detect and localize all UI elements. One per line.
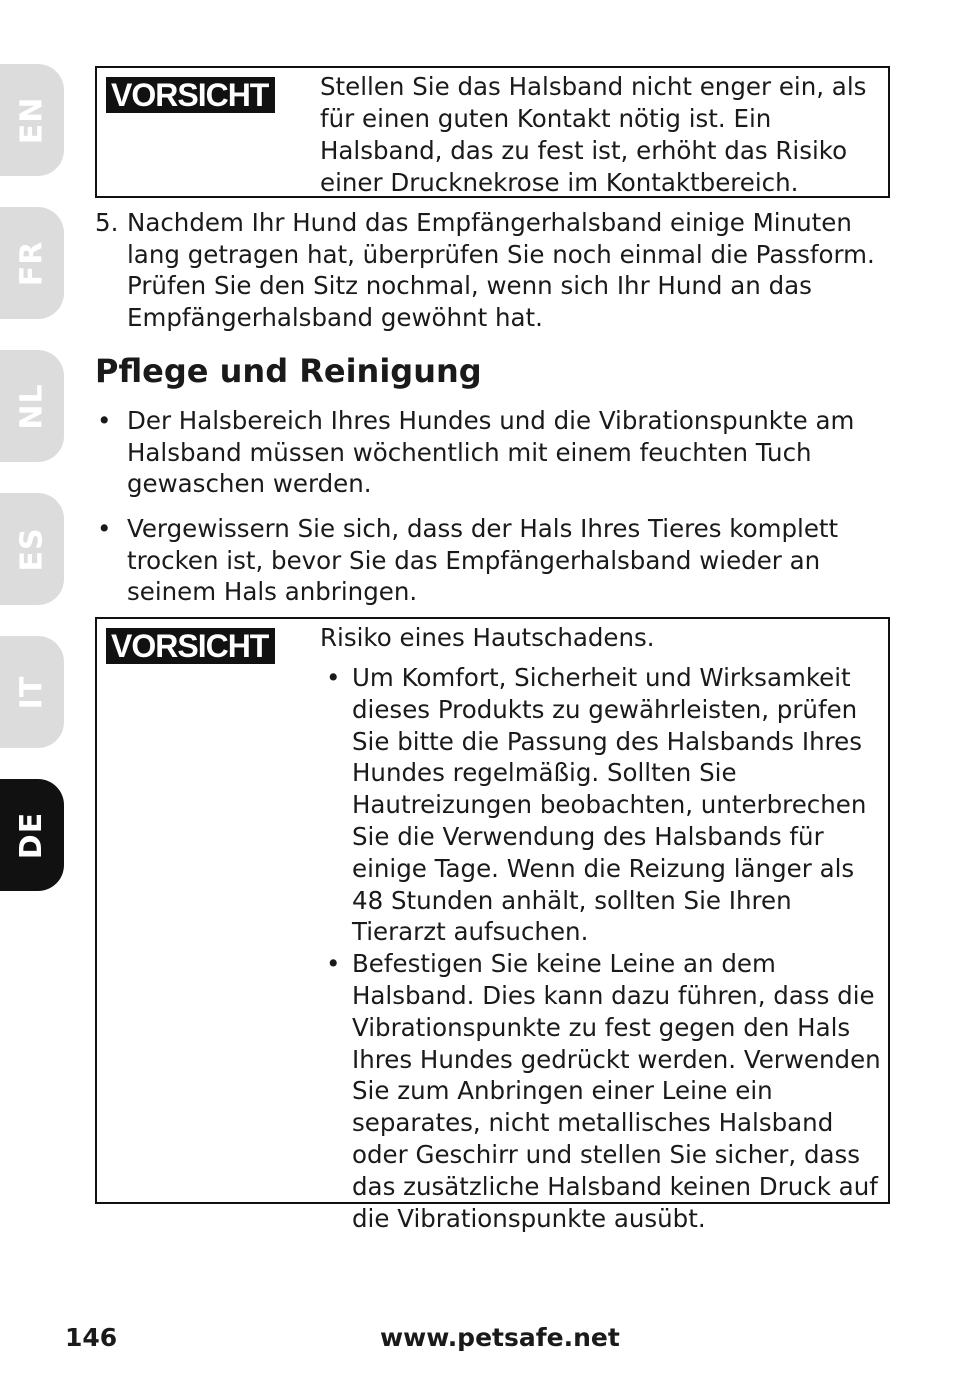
list-item-text: Befestigen Sie keine Leine an dem Halsband. Dies kann dazu führen, dass die Vibrationspunkte zu fest gegen den Hals Ihres Hundes gedrückt werden. Verwenden Sie zum Anbringen einer Leine ein separates, nicht metallisches Halsband oder Geschirr und stellen Sie sicher, dass das zusätzliche Halsband keinen Druck auf die Vibrationspunkte ausübt.	[352, 949, 881, 1233]
bullet-marker: •	[326, 949, 341, 979]
lang-tab-nl[interactable]	[0, 350, 64, 462]
lang-tab-fr[interactable]	[0, 207, 64, 319]
list-item-text: Der Halsbereich Ihres Hundes und die Vibrationspunkte am Halsband müssen wöchentlich mit einem feuchten Tuch gewaschen werden.	[127, 406, 855, 498]
bullet-marker: •	[97, 406, 112, 435]
lang-tab-es[interactable]	[0, 493, 64, 605]
caution-box-fit	[95, 66, 890, 198]
step-number: 5.	[95, 208, 119, 237]
lang-tab-it[interactable]	[0, 636, 64, 748]
list-item-text: Um Komfort, Sicherheit und Wirksamkeit dieses Produkts zu gewährleisten, prüfen Sie bitte die Passung des Halsbands Ihres Hundes regelmäßig. Sollten Sie Hautreizungen beobachten, unterbrechen Sie die Verwendung des Halsbands für einige Tage. Wenn die Reizung länger als 48 Stunden anhält, sollten Sie Ihren Tierarzt aufsuchen.	[352, 663, 867, 947]
step-text: Nachdem Ihr Hund das Empfängerhalsband einige Minuten lang getragen hat, überprüfen Sie noch einmal die Passform. Prüfen Sie den Sitz nochmal, wenn sich Ihr Hund an das Empfängerhalsband gewöhnt hat.	[127, 208, 875, 332]
caution-text: Stellen Sie das Halsband nicht enger ein, als für einen guten Kontakt nötig ist. Ein Halsband, das zu fest ist, erhöht das Risiko einer Drucknekrose im Kontaktbereich.	[320, 72, 867, 197]
lang-tab-en[interactable]	[0, 64, 64, 176]
list-item	[320, 948, 884, 1234]
lang-tab-label: FR	[14, 240, 50, 286]
list-item-text: Vergewissern Sie sich, dass der Hals Ihres Tieres komplett trocken ist, bevor Sie das Empfängerhalsband wieder an seinem Hals anbringen.	[127, 514, 839, 606]
lang-tab-label: DE	[14, 811, 50, 859]
step-item	[95, 207, 895, 333]
section-heading: Pflege und Reinigung	[95, 352, 482, 390]
page-number: 146	[65, 1323, 118, 1352]
caution-label: VORSICHT	[106, 77, 275, 113]
bullet-marker: •	[97, 514, 112, 543]
list-item	[95, 513, 885, 608]
caution-label: VORSICHT	[106, 628, 275, 664]
caution-list	[320, 662, 884, 1234]
lang-tab-label: IT	[14, 675, 50, 709]
list-item	[95, 405, 885, 500]
lang-tab-de[interactable]	[0, 779, 64, 891]
website-link[interactable]: www.petsafe.net	[380, 1323, 620, 1352]
lang-tab-label: NL	[14, 382, 50, 430]
list-item	[320, 662, 884, 948]
bullet-marker: •	[326, 663, 341, 692]
lang-tab-label: EN	[14, 96, 50, 144]
lang-tab-label: ES	[14, 526, 50, 572]
caution-intro: Risiko eines Hautschadens.	[320, 623, 655, 652]
